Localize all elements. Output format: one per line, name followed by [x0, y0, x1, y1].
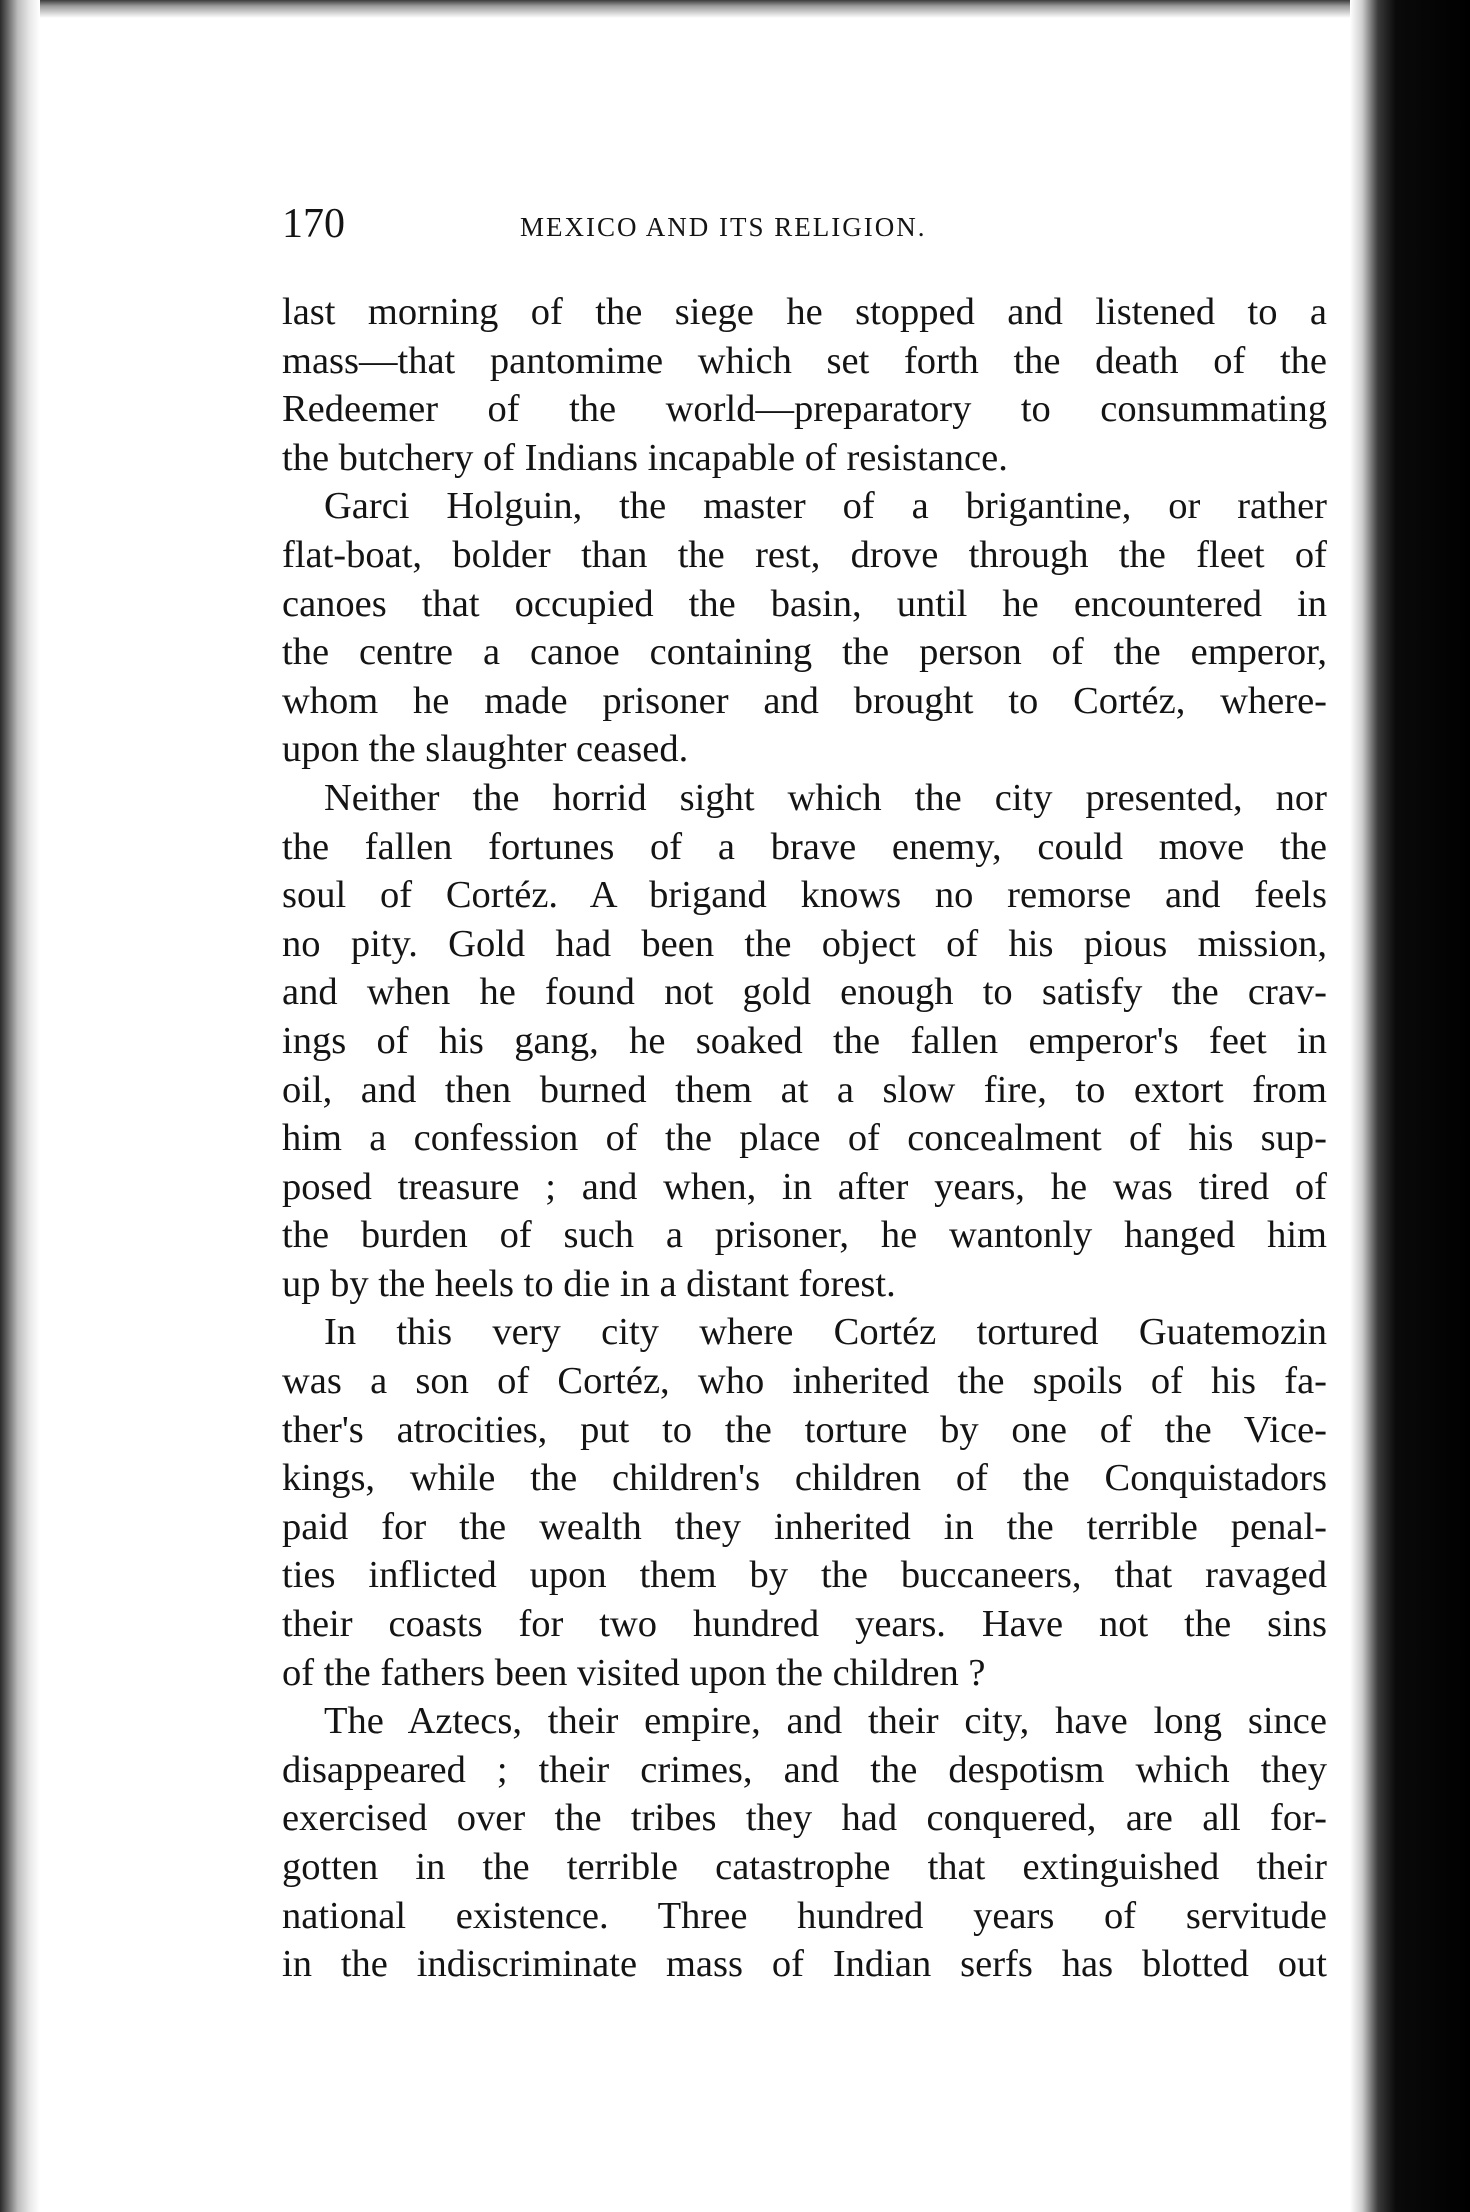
- text-line: canoes that occupied the basin, until he encountered in: [282, 582, 1327, 625]
- page-number: 170: [282, 201, 345, 247]
- text-line: ings of his gang, he soaked the fallen emperor's feet in: [282, 1019, 1327, 1062]
- text-line: paid for the wealth they inherited in the terrible penal-: [282, 1505, 1327, 1548]
- text-line: gotten in the terrible catastrophe that extinguished their: [282, 1846, 1327, 1888]
- text-line: disappeared ; their crimes, and the despotism which they: [282, 1748, 1327, 1791]
- text-line: no pity. Gold had been the object of his pious mission,: [282, 922, 1327, 965]
- text-line: Redeemer of the world—preparatory to consummating: [282, 388, 1327, 431]
- running-head: [282, 196, 1327, 266]
- running-title: MEXICO AND ITS RELIGION.: [520, 212, 927, 242]
- text-line: of the fathers been visited upon the children ?: [282, 1651, 986, 1694]
- text-line: In this very city where Cortéz tortured Guatemozin: [324, 1311, 1327, 1354]
- text-line: the fallen fortunes of a brave enemy, could move the: [282, 825, 1327, 868]
- text-line: and when he found not gold enough to satisfy the crav-: [282, 971, 1327, 1014]
- text-line: The Aztecs, their empire, and their city, have long since: [324, 1700, 1327, 1743]
- text-line: national existence. Three hundred years of servitude: [282, 1894, 1327, 1937]
- text-line: last morning of the siege he stopped and listened to a: [282, 291, 1327, 333]
- text-line: Neither the horrid sight which the city presented, nor: [324, 776, 1327, 819]
- text-line: ther's atrocities, put to the torture by one of the Vice-: [282, 1408, 1327, 1451]
- text-line: in the indiscriminate mass of Indian serfs has blotted out: [282, 1943, 1327, 1986]
- body-text: [282, 288, 1327, 1989]
- text-line: exercised over the tribes they had conquered, are all for-: [282, 1797, 1327, 1840]
- text-line: posed treasure ; and when, in after years, he was tired of: [282, 1165, 1327, 1208]
- text-line: their coasts for two hundred years. Have not the sins: [282, 1603, 1327, 1646]
- text-line: ties inflicted upon them by the buccaneers, that ravaged: [282, 1554, 1327, 1597]
- text-line: kings, while the children's children of the Conquistadors: [282, 1457, 1327, 1500]
- text-line: whom he made prisoner and brought to Cortéz, where-: [282, 679, 1327, 722]
- scan-right-edge: [1350, 0, 1470, 2212]
- scan-top-edge: [40, 0, 1350, 18]
- text-line: Garci Holguin, the master of a brigantine, or rather: [324, 485, 1327, 528]
- text-line: upon the slaughter ceased.: [282, 728, 689, 771]
- text-line: mass—that pantomime which set forth the death of the: [282, 339, 1327, 382]
- text-line: the centre a canoe containing the person of the emperor,: [282, 631, 1327, 674]
- book-page: [282, 196, 1327, 1989]
- text-line: oil, and then burned them at a slow fire, to extort from: [282, 1068, 1327, 1111]
- text-line: was a son of Cortéz, who inherited the spoils of his fa-: [282, 1360, 1327, 1403]
- text-line: the burden of such a prisoner, he wantonly hanged him: [282, 1214, 1327, 1257]
- text-line: flat-boat, bolder than the rest, drove through the fleet of: [282, 533, 1327, 576]
- text-line: up by the heels to die in a distant forest.: [282, 1262, 896, 1305]
- text-line: the butchery of Indians incapable of resistance.: [282, 436, 1008, 479]
- scan-left-edge: [0, 0, 40, 2212]
- text-line: him a confession of the place of concealment of his sup-: [282, 1117, 1327, 1160]
- text-line: soul of Cortéz. A brigand knows no remorse and feels: [282, 874, 1327, 917]
